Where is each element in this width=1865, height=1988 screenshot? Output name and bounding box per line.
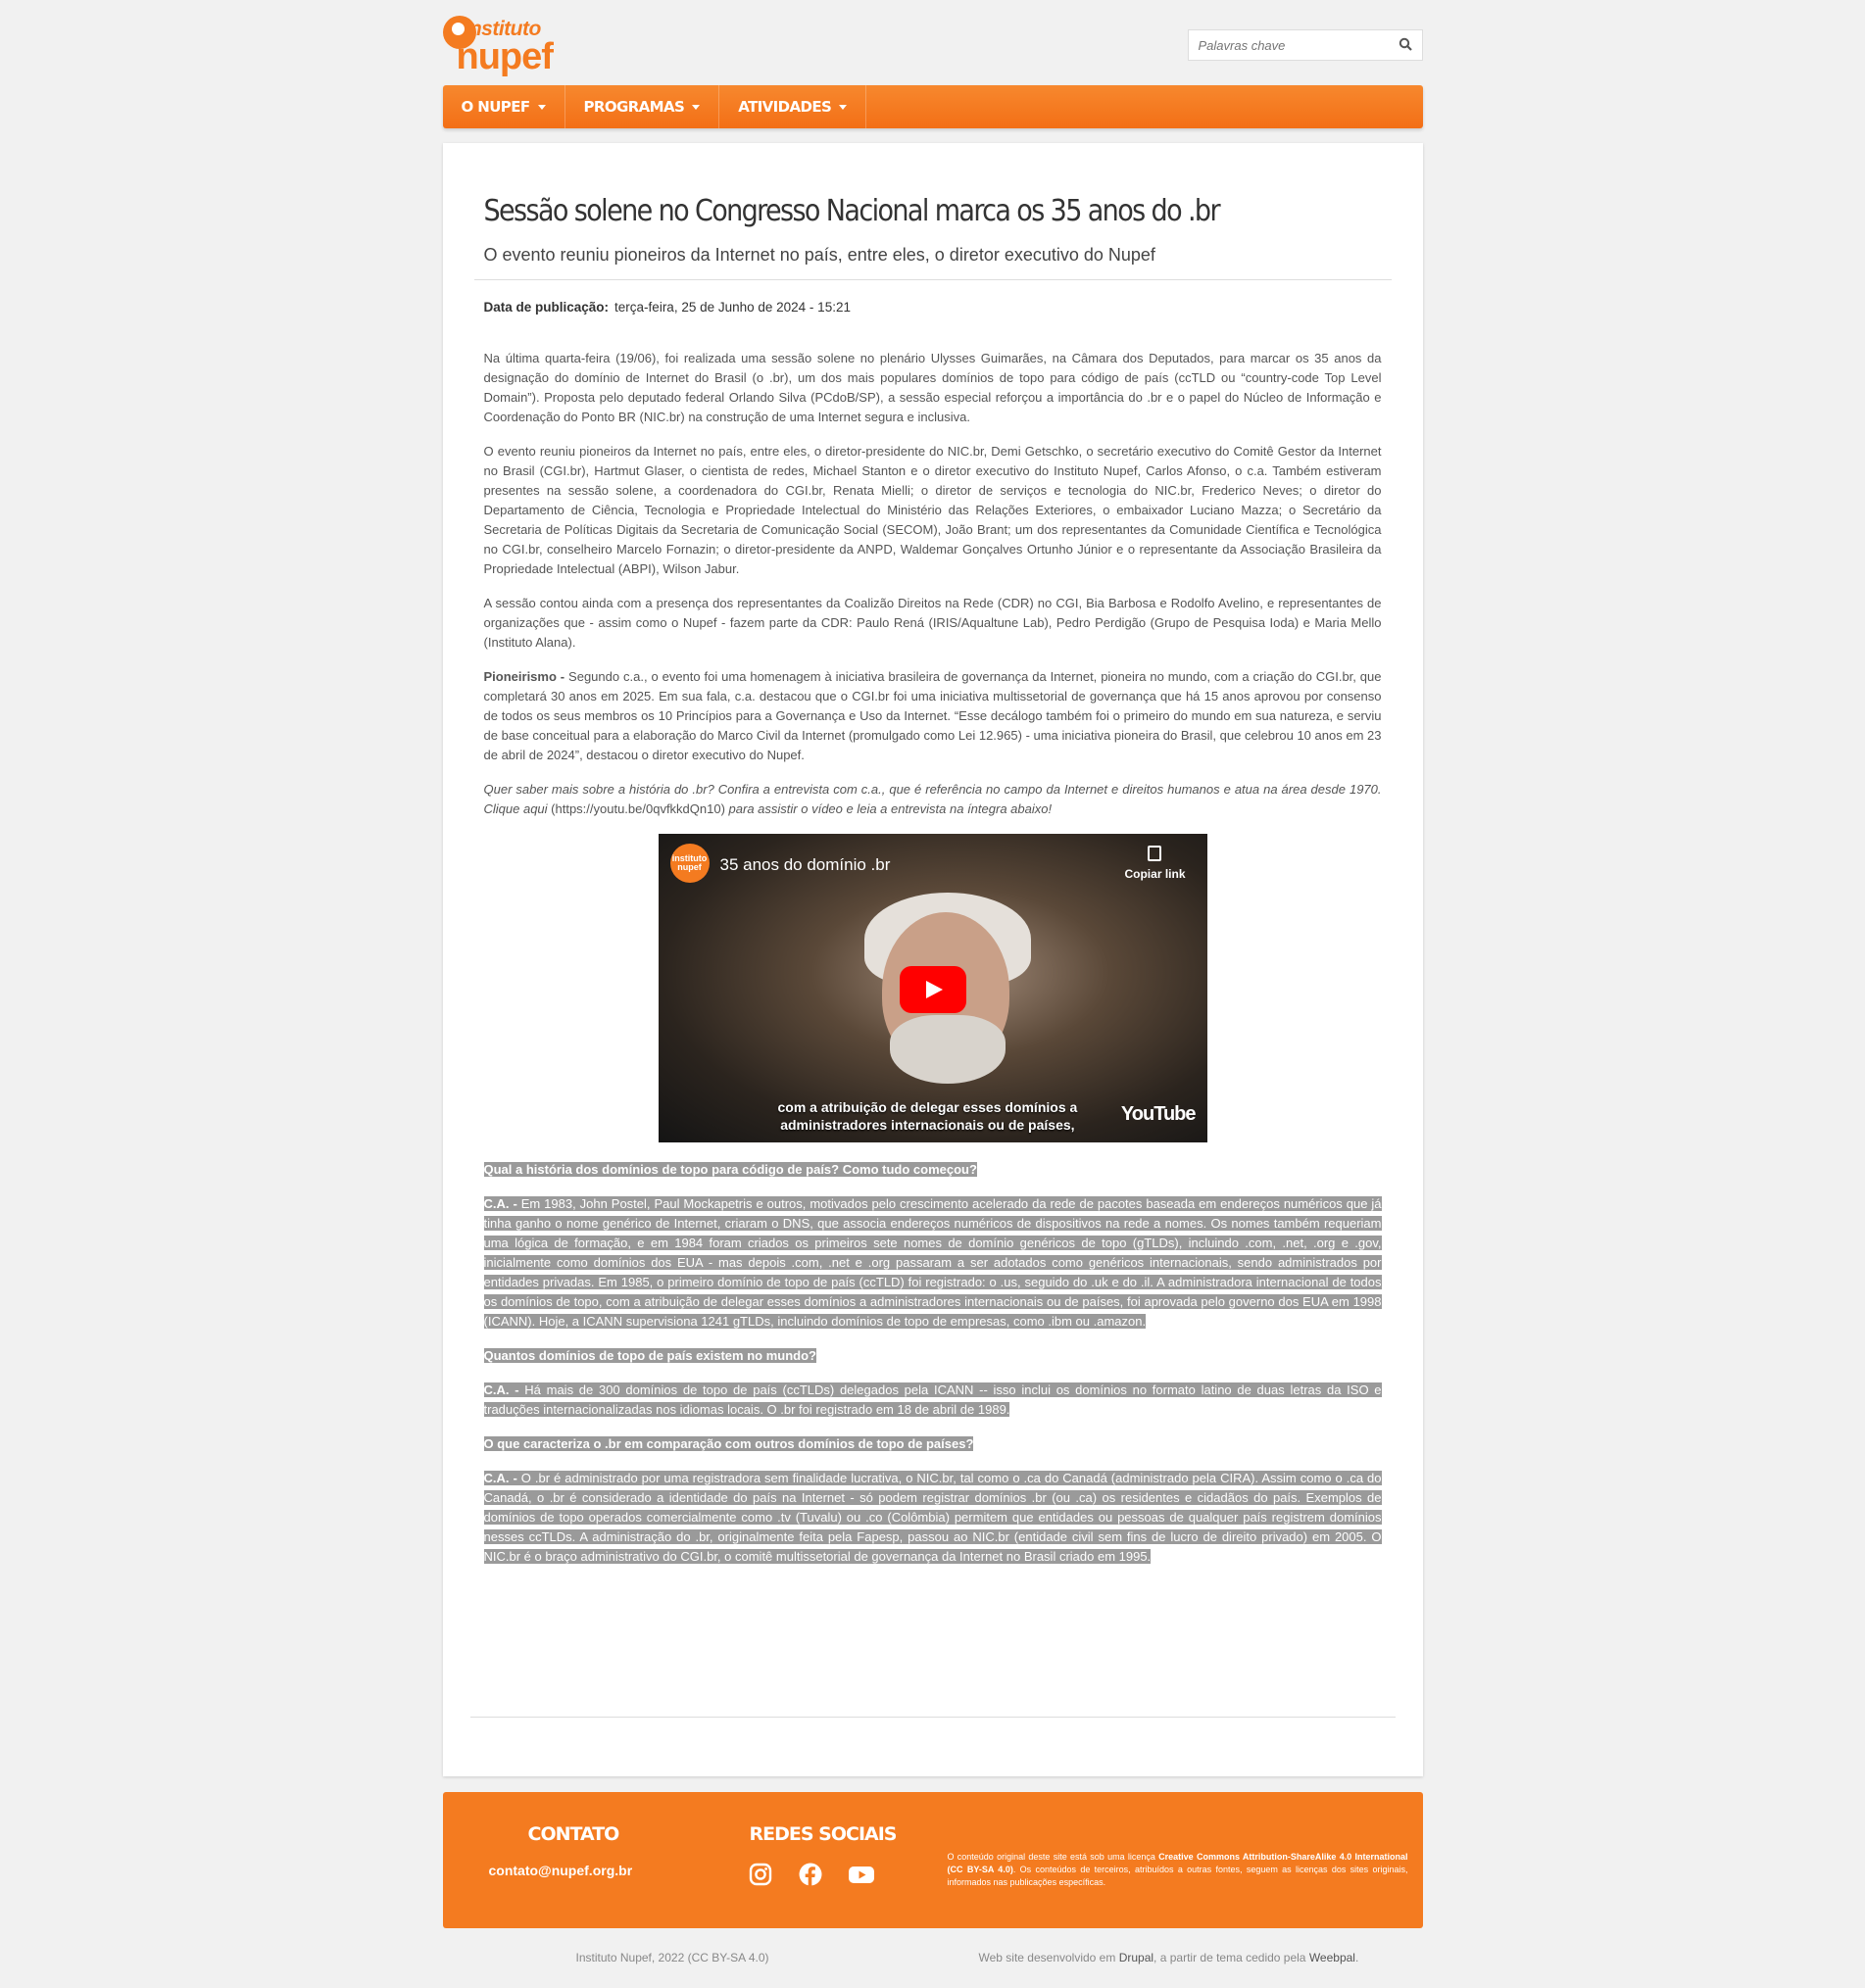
drupal-link[interactable]: Drupal (1118, 1951, 1154, 1964)
answer-lead: C.A. - (483, 1471, 517, 1485)
nav-item-label: PROGRAMAS (583, 98, 685, 116)
copyright-text: Instituto Nupef, 2022 (CC BY-SA 4.0) (575, 1951, 769, 1964)
license-link[interactable]: Creative Commons Attribution-ShareAlike 4.0 International (CC BY-SA 4.0) (947, 1852, 1408, 1874)
question-text: O que caracteriza o .br em comparação com outros domínios de topo de países? (483, 1436, 974, 1451)
caption-line: administradores internacionais ou de países, (780, 1117, 1075, 1133)
article-body (484, 349, 1382, 1567)
caption-line: com a atribuição de delegar esses domínios a (777, 1099, 1078, 1115)
site-footer (443, 1792, 1423, 1928)
page-wrapper (443, 0, 1423, 1977)
answer-lead: C.A. - (483, 1382, 519, 1397)
answer-text: Em 1983, John Postel, Paul Mockapetris e outros, motivados pelo crescimento acelerado da rede de pacotes baseada em endereços numéricos que já tinha ganho o nome genérico de Internet, criaram o DNS, que associa endereços numéricos de dispositivos na rede a nomes. Os nomes também requeriam uma lógica de formação, e em 1984 foram criados os primeiros sete nomes de domínio genéricos de topo (gTLDs), incluindo .com, .net, .org e .gov, inicialmente como domínios dos EUA - mas depois .com, .net e .org passaram a ser adotados como genéricos internacionais, sendo administrados por entidades privadas. Em 1985, o primeiro domínio de topo de país (ccTLD) foi registrado: o .us, seguido do .uk e do .il. A administradora internacional de todos os domínios de topo, com a atribuição de delegar esses domínios a administradores internacionais ou de países, foi aprovada pelo governo dos EUA em 1998 (ICANN). Hoje, a ICANN supervisiona 1241 gTLDs, incluindo domínios de topo de empresas, como .ibm ou .amazon. (483, 1196, 1382, 1329)
copy-link-button[interactable] (1124, 846, 1185, 881)
caret-down-icon (692, 105, 700, 110)
credits-text: . (1354, 1951, 1359, 1964)
pubdate-value: terça-feira, 25 de Junho de 2024 - 15:21 (614, 300, 851, 315)
logo-text-small: instituto (464, 18, 541, 40)
social-icons (749, 1863, 872, 1886)
site-logo[interactable] (443, 14, 565, 77)
site-header (443, 0, 1423, 85)
social-heading: REDES SOCIAIS (749, 1823, 897, 1845)
paragraph-lead: Pioneirismo - (483, 669, 565, 684)
caret-down-icon (538, 105, 546, 110)
paragraph-text: Segundo c.a., o evento foi uma homenagem à iniciativa brasileira de governança da Internet, pioneira no mundo, com a criação do CGI.br, que completará 30 anos em 2025. Em sua fala, c.a. destacou que o CGI.br foi uma iniciativa multissetorial de governança que há 15 anos aprovou por consenso de todos os seus membros os 10 Princípios para a Governança e Uso da Internet. “Esse decálogo também foi o primeiro do mundo em sua natureza, e serviu de base conceitual para a elaboração do Marco Civil da Internet (promulgado como Lei 12.965) - uma iniciativa pioneira do Brasil, que celebrou 10 anos em 23 de abril de 2024”, destacou o diretor executivo do Nupef. (483, 669, 1382, 762)
paragraph-text: Quer saber mais sobre a história do .br? Confira a entrevista com c.a., que é referência no campo da Internet e direitos humanos e atua na área desde 1970. Clique aqui (483, 782, 1382, 816)
site-credits (443, 1928, 1423, 1977)
divider (474, 279, 1392, 280)
video-url-link[interactable]: (https://youtu.be/0qvfkkdQn10) (551, 801, 725, 816)
caret-down-icon (839, 105, 847, 110)
contact-email-link[interactable]: contato@nupef.org.br (488, 1863, 633, 1878)
nav-item-label: O NUPEF (461, 98, 530, 116)
license-text-part: O conteúdo original deste site está sob uma licença (947, 1852, 1159, 1862)
developer-credits (979, 1951, 1359, 1964)
main-navigation (443, 85, 1423, 128)
nav-item-atividades[interactable] (719, 85, 866, 128)
copy-icon (1148, 846, 1161, 861)
video-title[interactable]: 35 anos do domínio .br (719, 855, 891, 874)
license-text-part: . Os conteúdos de terceiros, atribuídos a outras fontes, seguem as licenças dos sites originais, informados nas publicações específicas. (947, 1865, 1408, 1887)
nav-item-label: ATIVIDADES (738, 98, 832, 116)
question-text: Quantos domínios de topo de país existem no mundo? (483, 1348, 816, 1363)
pubdate-label: Data de publicação: (483, 300, 610, 315)
answer-text: Há mais de 300 domínios de topo de país (ccTLDs) delegados pela ICANN -- isso inclui os domínios no formato latino de duas letras da ISO e traduções internacionalizadas nos idiomas locais. O .br foi registrado em 18 de abril de 1989. (483, 1382, 1382, 1417)
contact-heading: CONTATO (527, 1823, 619, 1845)
play-button[interactable] (900, 966, 966, 1013)
youtube-logo[interactable]: YouTube (1120, 1103, 1196, 1125)
video-embed[interactable] (659, 834, 1207, 1142)
paragraph-text: para assistir o vídeo e leia a entrevista na íntegra abaixo! (724, 801, 1053, 816)
question-text: Qual a história dos domínios de topo para código de país? Como tudo começou? (483, 1162, 977, 1177)
license-text (948, 1851, 1408, 1889)
answer-lead: C.A. - (483, 1196, 517, 1211)
question (484, 1434, 1382, 1454)
video-frame-detail (890, 1015, 1006, 1084)
answer (484, 1469, 1382, 1567)
channel-logo[interactable]: instituto nupef (670, 844, 710, 883)
nav-item-programas[interactable] (565, 85, 720, 128)
video-caption (778, 1098, 1078, 1134)
article-title: Sessão solene no Congresso Nacional marca os 35 anos do .br (483, 194, 1219, 228)
search-box (1188, 29, 1423, 61)
youtube-icon[interactable] (849, 1863, 872, 1886)
answer (484, 1381, 1382, 1420)
paragraph (484, 780, 1382, 819)
nav-item-o-nupef[interactable] (443, 85, 565, 128)
copy-link-label: Copiar link (1124, 867, 1186, 881)
publication-date (484, 300, 1382, 315)
answer-text: O .br é administrado por uma registradora sem finalidade lucrativa, o NIC.br, tal como o .ca do Canadá (administrado pela CIRA). Assim como o .ca do Canadá, o .br é considerado a identidade do país na Internet - só podem registrar domínios .br (ou .ca) os residentes e cidadãos do país. Exemplos de domínios de topo operados comercialmente como .tv (Tuvalu) ou .co (Colômbia) permitem que entidades ou pessoas de qualquer país registrem domínios nesses ccTLDs. A administração do .br, originalmente feita pela Fapesp, passou ao NIC.br (entidade civil sem fins de lucro de direito privado) em 2005. O NIC.br é o braço administrativo do CGI.br, o comitê multissetorial de governança da Internet no Brasil criado em 1995. (483, 1471, 1382, 1564)
answer (484, 1194, 1382, 1332)
logo-text-big: nupef (456, 36, 553, 77)
article-subtitle: O evento reuniu pioneiros da Internet no país, entre eles, o diretor executivo do Nupef (483, 245, 1155, 265)
paragraph: O evento reuniu pioneiros da Internet no país, entre eles, o diretor-presidente do NIC.br, Demi Getschko, o secretário executivo do Comitê Gestor da Internet no Brasil (CGI.br), Hartmut Glaser, o cientista de redes, Michael Stanton e o diretor executivo do Instituto Nupef, Carlos Afonso, o c.a. Também estiveram presentes na sessão solene, a coordenadora do CGI.br, Renata Mielli; o diretor de serviços e tecnologia do NIC.br, Frederico Neves; o diretor do Departamento de Ciência, Tecnologia e Propriedade Intelectual do Ministério das Relações Exteriores, o embaixador Luciano Mazza; o Secretário da Secretaria de Políticas Digitais da Secretaria de Comunicação Social (SECOM), João Brant; um dos representantes da Comunidade Científica e Tecnológica no CGI.br, conselheiro Marcelo Fornazin; o diretor-presidente da ANPD, Waldemar Gonçalves Ortunho Júnior e o representante da Associação Brasileira da Propriedade Intelectual (ABPI), Wilson Jabur. (483, 444, 1382, 576)
question (484, 1160, 1382, 1180)
instagram-icon[interactable] (749, 1863, 772, 1886)
paragraph: Na última quarta-feira (19/06), foi realizada uma sessão solene no plenário Ulysses Guimarães, na Câmara dos Deputados, para marcar os 35 anos da designação do domínio de Internet do Brasil (o .br), um dos mais populares domínios de topo para código de país (ccTLD ou “country-code Top Level Domain”). Proposta pelo deputado federal Orlando Silva (PCdoB/SP), a sessão especial reforçou a importância do .br e o papel do Núcleo de Informação e Coordenação do Ponto BR (NIC.br) na construção de uma Internet segura e inclusiva. (483, 351, 1382, 424)
credits-text: , a partir de tema cedido pela (1153, 1951, 1309, 1964)
article-card (443, 143, 1423, 1776)
paragraph (484, 667, 1382, 765)
search-icon[interactable] (1399, 37, 1414, 53)
credits-text: Web site desenvolvido em (978, 1951, 1119, 1964)
facebook-icon[interactable] (799, 1863, 822, 1886)
question (484, 1346, 1382, 1366)
weebpal-link[interactable]: Weebpal (1308, 1951, 1355, 1964)
divider (470, 1717, 1396, 1718)
paragraph: A sessão contou ainda com a presença dos representantes da Coalizão Direitos na Rede (CDR) no CGI, Bia Barbosa e Rodolfo Avelino, e representantes de organizações que - assim como o Nupef - fazem parte da CDR: Paulo Rená (IRIS/Aqualtune Lab), Pedro Perdigão (Grupo de Pesquisa Ioda) e Maria Mello (Instituto Alana). (483, 596, 1382, 650)
search-input[interactable] (1189, 30, 1404, 60)
